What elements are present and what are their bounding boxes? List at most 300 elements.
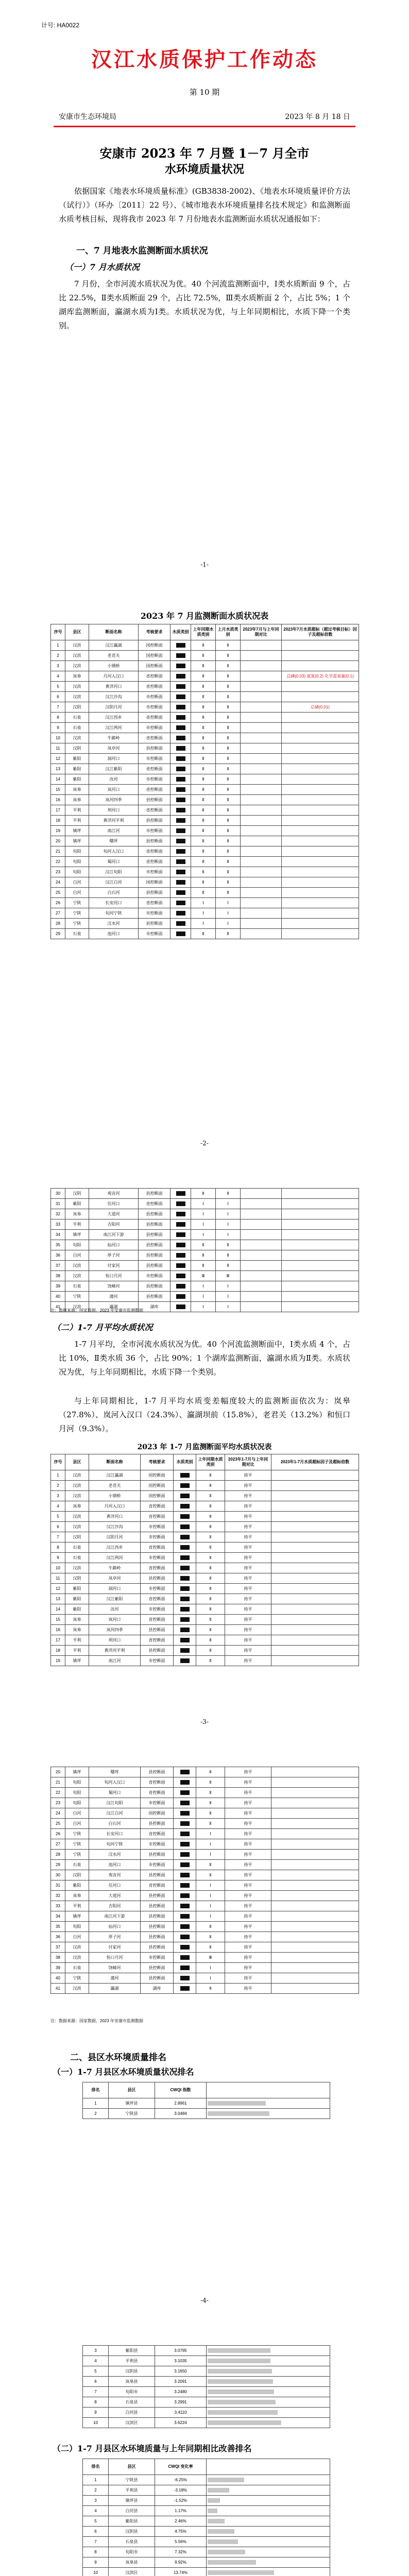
table-row xyxy=(51,1230,359,1240)
column-header xyxy=(207,2459,330,2475)
redacted-mark xyxy=(176,1232,185,1237)
table-cell: Ⅱ xyxy=(191,826,216,836)
table-cell: Ⅱ xyxy=(216,1240,241,1250)
bar xyxy=(208,2359,270,2363)
table-row xyxy=(51,1932,359,1942)
ranking-cell: 3.2991 xyxy=(155,2397,207,2408)
table-cell: 县控断面 xyxy=(139,743,171,754)
ranking-row xyxy=(83,2568,330,2576)
ranking-cell: 3.2091 xyxy=(155,2377,207,2387)
table-cell: 汉阴 xyxy=(65,1189,89,1199)
table-cell xyxy=(282,826,359,836)
table-cell: Ⅰ xyxy=(216,1281,241,1292)
table-cell: 22 xyxy=(51,1788,65,1798)
ranking-row xyxy=(83,2557,330,2568)
table-cell xyxy=(271,1553,359,1563)
table-cell: Ⅱ xyxy=(196,1788,225,1798)
table-cell xyxy=(241,826,282,836)
table-cell xyxy=(282,692,359,702)
column-header: CWQI 指数 xyxy=(155,2082,207,2098)
table-cell: 国控断面 xyxy=(139,640,171,651)
table-cell: Ⅱ xyxy=(216,651,241,661)
table-cell xyxy=(171,785,191,795)
table-cell xyxy=(271,1880,359,1891)
table-cell: Ⅱ xyxy=(196,1635,225,1646)
table-cell xyxy=(282,816,359,826)
table-cell: 持平 xyxy=(225,1777,271,1788)
table-cell: 40 xyxy=(51,1292,65,1302)
redacted-mark xyxy=(180,1986,190,1991)
table-cell xyxy=(174,1819,196,1829)
table-cell: 25 xyxy=(51,1819,65,1829)
table-cell: 汶水河 xyxy=(89,919,139,929)
table-cell: 30 xyxy=(51,1189,65,1199)
table-cell xyxy=(174,1963,196,1973)
table-cell: Ⅱ xyxy=(216,1261,241,1271)
ranking-cell: 平利县 xyxy=(109,2356,155,2366)
table-cell: Ⅰ xyxy=(191,1199,216,1209)
table-cell: 厚子河 xyxy=(89,1250,139,1261)
table-cell: 岚皋 xyxy=(65,1501,89,1512)
table-cell: 持平 xyxy=(225,1891,271,1901)
table-cell xyxy=(271,1615,359,1625)
table-cell xyxy=(171,1240,191,1250)
table-cell: 平利 xyxy=(65,1219,89,1230)
table-row xyxy=(51,1219,359,1230)
table-row xyxy=(51,1501,359,1512)
table-cell: 岚皋 xyxy=(65,1209,89,1219)
table-cell: 黄洋河平利 xyxy=(89,1646,141,1656)
table-cell: 坝河口 xyxy=(89,805,139,816)
table-cell: 15 xyxy=(51,785,65,795)
table-row xyxy=(51,1584,359,1594)
table-cell: 石泉 xyxy=(65,1281,89,1292)
table-cell: Ⅰ xyxy=(196,1911,225,1922)
ranking-cell: 5 xyxy=(83,2516,109,2527)
table-cell: 2 xyxy=(51,651,65,661)
table-row xyxy=(51,1922,359,1932)
table-cell: 湖库 xyxy=(139,1302,171,1312)
table-cell xyxy=(174,1491,196,1501)
table-cell: 市控断面 xyxy=(139,1271,171,1281)
table-cell: 5 xyxy=(51,682,65,692)
table-cell: Ⅰ xyxy=(191,1292,216,1302)
redacted-mark xyxy=(176,643,185,648)
table-cell xyxy=(171,733,191,743)
table-cell: Ⅱ xyxy=(191,785,216,795)
ranking-row xyxy=(83,2537,330,2547)
page-number: -3- xyxy=(200,1718,209,1725)
table-cell: 市控断面 xyxy=(141,1656,174,1666)
table-cell xyxy=(241,816,282,826)
redacted-mark xyxy=(180,1597,190,1601)
table-cell: Ⅱ xyxy=(196,1491,225,1501)
redacted-mark xyxy=(176,849,185,854)
table-cell: 岚河口 xyxy=(89,1615,141,1625)
table-cell: 蜀河口 xyxy=(89,857,139,867)
table-cell: 平利 xyxy=(65,805,89,816)
table-cell: 任河口 xyxy=(89,1199,139,1209)
bar-cell xyxy=(207,2356,330,2366)
table-cell: 坝河口 xyxy=(89,1635,141,1646)
table-cell xyxy=(171,888,191,898)
redacted-mark xyxy=(176,901,185,905)
table-cell: Ⅱ xyxy=(196,1798,225,1808)
redacted-mark xyxy=(180,1586,190,1591)
table-cell: 县控断面 xyxy=(139,795,171,805)
table-cell xyxy=(271,1656,359,1666)
table-cell: Ⅱ xyxy=(196,1870,225,1880)
table-cell: 27 xyxy=(51,1839,65,1850)
table-cell xyxy=(282,743,359,754)
table-cell xyxy=(171,671,191,682)
table-cell: 10 xyxy=(51,1563,65,1573)
table-cell: 饶峰河 xyxy=(89,1281,139,1292)
headline-line-2: 水环境质量状况 xyxy=(164,163,244,176)
table-cell: 镇坪 xyxy=(65,1230,89,1240)
table-cell: 2 xyxy=(51,1481,65,1491)
table-cell: Ⅱ xyxy=(191,836,216,846)
ranking-cell: 旬阳市 xyxy=(109,2547,155,2557)
ranking-cell: 白河县 xyxy=(109,2408,155,2418)
table-cell: 县控断面 xyxy=(139,1240,171,1250)
table-cell: 县控断面 xyxy=(141,1891,174,1901)
table-cell xyxy=(174,1942,196,1953)
table-cell: 11 xyxy=(51,743,65,754)
ranking-cell: 7.32% xyxy=(155,2547,207,2557)
table-cell xyxy=(241,764,282,774)
table-cell xyxy=(174,1984,196,1994)
table-row xyxy=(51,1901,359,1911)
redacted-mark xyxy=(180,1638,190,1642)
ranking-cell: 3.4110 xyxy=(155,2408,207,2418)
table-cell: 大道河 xyxy=(89,1209,139,1219)
redacted-mark xyxy=(180,1873,190,1877)
bar-cell xyxy=(207,2537,330,2547)
page-number: -1- xyxy=(200,561,209,568)
table-cell xyxy=(174,1922,196,1932)
redacted-mark xyxy=(176,684,185,689)
table-cell: 县控断面 xyxy=(141,1767,174,1777)
table-cell: 汉阴 xyxy=(65,1870,89,1880)
table-cell xyxy=(174,1501,196,1512)
table-cell: 持平 xyxy=(225,1501,271,1512)
table-cell xyxy=(171,754,191,764)
table-cell xyxy=(241,774,282,785)
table-cell: 40 xyxy=(51,1973,65,1984)
table-row xyxy=(51,1984,359,1994)
table-row xyxy=(51,1604,359,1615)
table-row xyxy=(51,826,359,836)
meta-row xyxy=(59,111,350,122)
table-row xyxy=(51,867,359,877)
ranking-row xyxy=(83,2109,330,2119)
table-cell: 紫阳 xyxy=(65,764,89,774)
redacted-mark xyxy=(180,1483,190,1488)
table-cell xyxy=(171,1209,191,1219)
column-header: 考核要求 xyxy=(139,624,171,640)
table-cell: 平利 xyxy=(65,1901,89,1911)
table-cell xyxy=(241,671,282,682)
table-cell xyxy=(241,877,282,888)
redacted-mark xyxy=(180,1545,190,1550)
table-cell xyxy=(174,1911,196,1922)
table-cell xyxy=(241,723,282,733)
bar-cell xyxy=(207,2408,330,2418)
redacted-mark xyxy=(176,931,185,936)
table-cell: 石泉 xyxy=(65,1860,89,1870)
page-3 xyxy=(0,1157,409,1736)
table-cell: Ⅱ xyxy=(196,1942,225,1953)
section-1-title: 一、7 月地表水监测断面水质状况 xyxy=(76,246,208,256)
table-cell: Ⅱ xyxy=(216,867,241,877)
table-cell: 小钢桥 xyxy=(89,661,139,671)
column-header: 县区 xyxy=(109,2082,155,2098)
table-cell: 凤亭河 xyxy=(89,1573,141,1584)
table-cell: 汉滨 xyxy=(65,1271,89,1281)
ranking-cell: 4 xyxy=(83,2506,109,2516)
table-cell: 仙河口 xyxy=(89,1240,139,1250)
table-cell: 白河 xyxy=(65,1808,89,1819)
table-cell: 市控断面 xyxy=(141,1839,174,1850)
table-cell: 省控断面 xyxy=(139,898,171,908)
redacted-mark xyxy=(180,1965,190,1970)
table-cell: Ⅱ xyxy=(196,1777,225,1788)
table-cell: 县控断面 xyxy=(141,1922,174,1932)
table-cell: 持平 xyxy=(225,1901,271,1911)
table-cell: Ⅱ xyxy=(196,1819,225,1829)
table-cell: Ⅱ xyxy=(191,805,216,816)
table-cell: 汉滨 xyxy=(65,1942,89,1953)
table-cell: Ⅱ xyxy=(196,1553,225,1563)
table-cell: 平利 xyxy=(65,1635,89,1646)
table-cell: 41 xyxy=(51,1302,65,1312)
table-cell: 紫阳 xyxy=(65,1199,89,1209)
table-cell: 14 xyxy=(51,774,65,785)
table-cell: Ⅰ xyxy=(196,1850,225,1860)
table-cell: 持平 xyxy=(225,1543,271,1553)
ranking-row xyxy=(83,2516,330,2527)
ranking-cell: 旬阳市 xyxy=(109,2387,155,2397)
table-cell: 市控断面 xyxy=(139,867,171,877)
column-header: 县区 xyxy=(65,624,89,640)
ranking-cell: 3.6224 xyxy=(155,2418,207,2428)
table-cell: 15 xyxy=(51,1615,65,1625)
table-cell: Ⅱ xyxy=(196,1604,225,1615)
table-row xyxy=(51,1240,359,1250)
table-row xyxy=(51,836,359,846)
redacted-mark xyxy=(176,653,185,658)
table-cell: 石泉 xyxy=(65,723,89,733)
table-cell: Ⅱ xyxy=(191,867,216,877)
table-cell: Ⅲ xyxy=(191,1271,216,1281)
redacted-mark xyxy=(180,1648,190,1653)
table-cell: 仙河口 xyxy=(89,1922,141,1932)
table-cell: 国控断面 xyxy=(139,877,171,888)
page-5 xyxy=(0,2314,409,2576)
table-cell xyxy=(171,1219,191,1230)
table-row xyxy=(51,929,359,939)
column-header: 水质类别 xyxy=(174,1454,196,1470)
bar-cell xyxy=(207,2475,330,2485)
table-cell: 持平 xyxy=(225,1839,271,1850)
table-row xyxy=(51,785,359,795)
ranking-cell: 5 xyxy=(83,2366,109,2377)
table-cell: Ⅱ xyxy=(191,702,216,713)
table-cell: 省控断面 xyxy=(141,1594,174,1604)
table-cell xyxy=(174,1584,196,1594)
table-cell xyxy=(241,795,282,805)
table-cell: Ⅰ xyxy=(191,1219,216,1230)
table-cell: 汶水河 xyxy=(89,1850,141,1860)
table-cell: 宁陕 xyxy=(65,1850,89,1860)
table-cell: 37 xyxy=(51,1942,65,1953)
ranking-cell: 镇坪县 xyxy=(109,2098,155,2109)
table-cell xyxy=(271,1788,359,1798)
table-cell: 县控断面 xyxy=(139,1209,171,1219)
table-cell xyxy=(241,919,282,929)
table-cell: 39 xyxy=(51,1963,65,1973)
table-cell: 持平 xyxy=(225,1491,271,1501)
table-cell: 洞河口 xyxy=(89,754,139,764)
table-cell: Ⅰ xyxy=(196,1963,225,1973)
bar-cell xyxy=(207,2496,330,2506)
table-cell: 县控断面 xyxy=(141,1646,174,1656)
table-cell: 市控断面 xyxy=(141,1522,174,1532)
table-cell: 14 xyxy=(51,1604,65,1615)
table-row xyxy=(51,1261,359,1271)
table-cell: 石泉 xyxy=(65,929,89,939)
table-cell xyxy=(171,919,191,929)
table-cell: Ⅱ xyxy=(216,826,241,836)
bar xyxy=(208,2410,278,2415)
table-cell: 29 xyxy=(51,1860,65,1870)
table-cell: 11 xyxy=(51,1573,65,1584)
table-cell: 持平 xyxy=(225,1563,271,1573)
table-cell xyxy=(241,1271,282,1281)
redacted-mark xyxy=(180,1628,190,1632)
table-cell: 持平 xyxy=(225,1635,271,1646)
ranking-cell: 3.0484 xyxy=(155,2109,207,2119)
table-row xyxy=(51,1788,359,1798)
page-4 xyxy=(0,1736,409,2314)
bar xyxy=(208,2478,244,2482)
table-cell xyxy=(271,1512,359,1522)
table-cell: 县控断面 xyxy=(141,1870,174,1880)
table-cell: 19 xyxy=(51,826,65,836)
table-cell: 瀛湖 xyxy=(89,1984,141,1994)
table-cell xyxy=(171,1271,191,1281)
column-header: 县区 xyxy=(109,2459,155,2475)
table-row xyxy=(51,1880,359,1891)
table-cell: Ⅱ xyxy=(216,723,241,733)
table-cell xyxy=(271,1543,359,1553)
table-cell: 国控断面 xyxy=(139,651,171,661)
table-cell xyxy=(271,1798,359,1808)
redacted-mark xyxy=(176,715,185,720)
table-cell: 汉江紫阳 xyxy=(89,1594,141,1604)
table-row xyxy=(51,764,359,774)
table-cell xyxy=(271,1860,359,1870)
table-row xyxy=(51,733,359,743)
table-row xyxy=(51,682,359,692)
table-cell: 国控断面 xyxy=(141,1481,174,1491)
table-cell: Ⅰ xyxy=(196,1839,225,1850)
ranking-cell: 石泉县 xyxy=(109,2537,155,2547)
table-cell: Ⅱ xyxy=(216,702,241,713)
table-cell xyxy=(282,898,359,908)
table-cell: 市控断面 xyxy=(141,1860,174,1870)
table-row xyxy=(51,1953,359,1963)
table-cell: 省控断面 xyxy=(139,713,171,723)
table-cell: 汉滨 xyxy=(65,661,89,671)
ranking-cell: 2 xyxy=(83,2485,109,2496)
table-cell: 池河口 xyxy=(89,929,139,939)
table-row xyxy=(51,1189,359,1199)
table-cell: 紫阳 xyxy=(65,1880,89,1891)
table-cell xyxy=(241,785,282,795)
table-cell xyxy=(241,682,282,692)
table-cell: 省控断面 xyxy=(141,1512,174,1522)
table-cell: Ⅱ xyxy=(196,1808,225,1819)
table-cell: 岚皋 xyxy=(65,671,89,682)
table-cell: 34 xyxy=(51,1911,65,1922)
table-cell: Ⅱ xyxy=(191,661,216,671)
table-cell xyxy=(241,702,282,713)
table-cell xyxy=(282,1230,359,1240)
table-cell xyxy=(241,640,282,651)
table-cell xyxy=(171,898,191,908)
table-cell: Ⅱ xyxy=(191,733,216,743)
table-cell: Ⅱ xyxy=(196,1573,225,1584)
table-cell: 小钢桥 xyxy=(89,1491,141,1501)
table-cell: Ⅱ xyxy=(196,1522,225,1532)
ranking-row xyxy=(83,2098,330,2109)
table-cell xyxy=(174,1901,196,1911)
table-cell: Ⅱ xyxy=(216,661,241,671)
page-number: -2- xyxy=(200,1140,209,1147)
table-cell: Ⅱ xyxy=(191,846,216,857)
table-cell: 县控断面 xyxy=(141,1625,174,1635)
table-row xyxy=(51,754,359,764)
table-cell: 3 xyxy=(51,1491,65,1501)
table-cell: 岚皋 xyxy=(65,795,89,805)
table-cell xyxy=(282,1219,359,1230)
table-cell: Ⅱ xyxy=(196,1481,225,1491)
table-cell: 持平 xyxy=(225,1880,271,1891)
redacted-mark xyxy=(176,1263,185,1268)
table-cell: 20 xyxy=(51,1767,65,1777)
table-cell xyxy=(271,1953,359,1963)
table-cell: 10 xyxy=(51,733,65,743)
column-header: CWQI 变化率 xyxy=(155,2459,207,2475)
ranking-row xyxy=(83,2397,330,2408)
table-cell xyxy=(174,1808,196,1819)
table-cell: 岚皋 xyxy=(65,1625,89,1635)
table-cell xyxy=(282,1209,359,1219)
table-cell: Ⅱ xyxy=(196,1625,225,1635)
table-cell xyxy=(271,1563,359,1573)
table-cell: Ⅱ xyxy=(191,743,216,754)
table-cell: 旬阳 xyxy=(65,1777,89,1788)
table-cell: Ⅱ xyxy=(191,692,216,702)
redacted-mark xyxy=(180,1924,190,1929)
table-cell: Ⅱ xyxy=(191,1261,216,1271)
table-cell: 白石河 xyxy=(89,1819,141,1829)
table-cell: 持平 xyxy=(225,1625,271,1635)
table-cell: Ⅰ xyxy=(191,908,216,919)
table-cell: 大道河 xyxy=(89,1891,141,1901)
